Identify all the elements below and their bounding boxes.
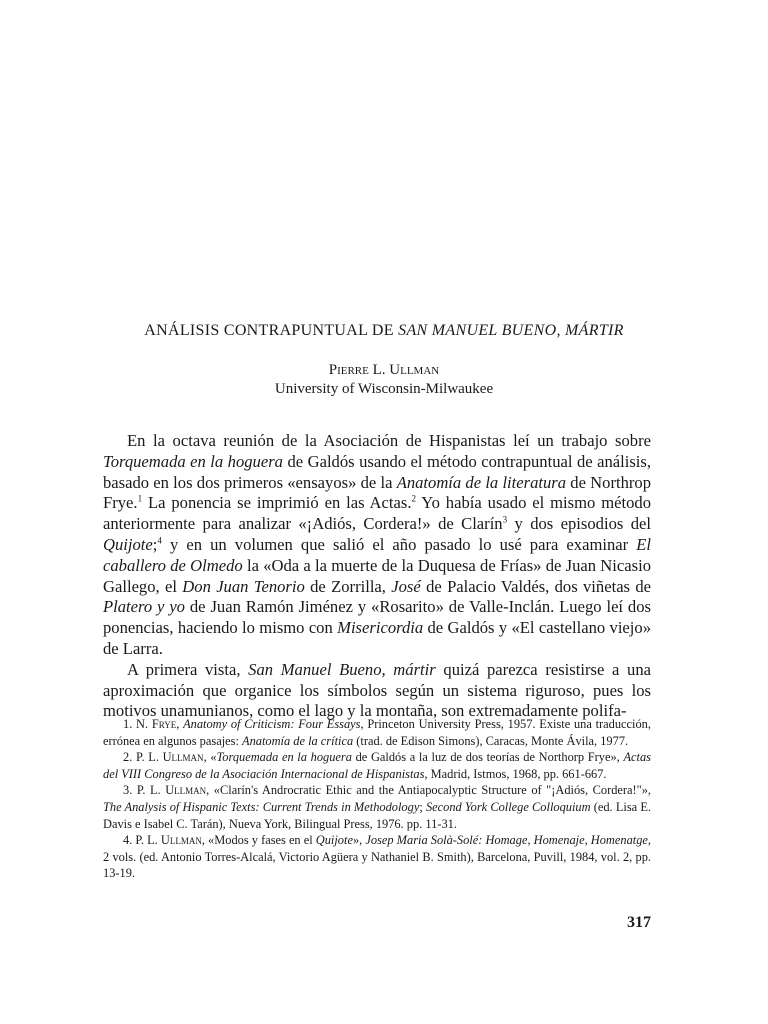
italic-text: Torquemada en la hoguera — [216, 750, 352, 765]
text-run: A primera vista, — [127, 659, 249, 679]
italic-text: Actas del VIII Congreso de la Asociación Internacional de Hispanistas — [103, 750, 651, 781]
text-run: 4. P. L. — [123, 833, 161, 848]
italic-text: Anatomía de la crítica — [242, 733, 354, 748]
text-run: , Madrid, Istmos, 1968, pp. 661-667. — [424, 766, 607, 781]
body-paragraph-1 — [103, 431, 651, 660]
text-run: de Juan Ramón Jiménez y «Rosarito» de Valle-Inclán. Luego leí dos ponencias, haciendo lo mismo con — [103, 597, 651, 638]
text-run: de Palacio Valdés, dos viñetas de — [420, 576, 651, 596]
text-run: 1. N. — [123, 717, 152, 731]
italic-text: Misericordia — [337, 618, 424, 638]
italic-text: El caballero de Olmedo — [103, 534, 651, 575]
footnote-ref: 3 — [502, 514, 508, 525]
text-run: , «Modos y fases en el — [201, 833, 316, 848]
text-run: de Zorrilla, — [304, 576, 392, 596]
small-caps-text: Ullman — [165, 783, 207, 798]
italic-text: Platero y yo — [103, 597, 185, 617]
article-title-work: SAN MANUEL BUENO, MÁRTIR — [398, 322, 624, 339]
italic-text: Anatomy of Criticism: Four Essays — [183, 717, 361, 731]
italic-text: Josep Maria Solà-Solé: Homage, Homenaje, Homenatge — [365, 833, 648, 848]
text-run: 2. P. L. — [123, 750, 163, 765]
italic-text: San Manuel Bueno, mártir — [248, 659, 436, 679]
text-run: (ed. Lisa E. Davis e Isabel C. Tarán), Nueva York, Bilingual Press, 1976. pp. 11-31. — [103, 799, 651, 831]
text-run: », — [352, 833, 366, 848]
small-caps-text: Ullman — [162, 750, 204, 765]
article-body — [103, 431, 651, 722]
author-affiliation: University of Wisconsin-Milwaukee — [274, 381, 494, 397]
small-caps-text: Frye — [151, 717, 177, 731]
text-run: Yo había usado el mismo método anteriormente para analizar «¡Adiós, Cordera!» de Clarín — [103, 493, 651, 534]
footnote-2 — [103, 749, 651, 782]
text-run: de Galdós y «El castellano viejo» de Larra. — [103, 618, 651, 658]
italic-text: José — [391, 576, 421, 596]
italic-text: Don Juan Tenorio — [182, 576, 305, 596]
text-run: (trad. de Edison Simons), Caracas, Monte Ávila, 1977. — [353, 733, 629, 748]
text-run: de Northrop Frye. — [103, 472, 651, 513]
page-number: 317 — [627, 914, 651, 931]
text-run: , «Clarín's Androcratic Ethic and the Antiapocalyptic Structure of "¡Adiós, Cordera!"», — [206, 783, 651, 798]
text-run: la «Oda a la muerte de la Duquesa de Frías» de Juan Nicasio Gallego, el — [103, 555, 651, 596]
text-run: , 2 vols. (ed. Antonio Torres-Alcalá, Victorio Agüera y Nathaniel B. Smith), Barcelona, Puvill, 1984, vol. 2, pp. 13-19. — [103, 833, 652, 881]
footnote-3 — [103, 782, 651, 832]
article-title — [0, 322, 768, 340]
text-run: , — [176, 717, 184, 731]
text-run: y dos episodios del — [507, 514, 652, 534]
body-paragraph-2 — [103, 660, 651, 722]
italic-text: Anatomía de la literatura — [396, 472, 567, 492]
italic-text: Quijote — [103, 534, 153, 554]
text-run: y en un volumen que salió el año pasado lo usé para examinar — [161, 534, 637, 554]
article-title-text: ANÁLISIS CONTRAPUNTUAL DE — [144, 322, 394, 339]
text-run: En la octava reunión de la Asociación de Hispanistas leí un trabajo sobre — [127, 431, 651, 450]
text-run: , « — [203, 750, 217, 765]
author-block — [0, 361, 768, 399]
italic-text: Second York College Colloquium — [425, 799, 591, 814]
text-run: ; — [419, 799, 426, 814]
footnotes — [103, 716, 651, 882]
author-name: Pierre L. Ullman — [328, 362, 440, 378]
small-caps-text: Ullman — [160, 833, 202, 848]
footnote-4 — [103, 832, 651, 882]
italic-text: Torquemada en la hoguera — [103, 451, 283, 471]
footnote-1 — [103, 716, 651, 749]
italic-text: The Analysis of Hispanic Texts: Current Trends in Methodology — [103, 799, 420, 814]
text-run: quizá parezca resistirse a una aproximación que organice los símbolos según un sistema riguroso, pues los motivos unamunianos, como el lago y la montaña, son extremadamente polifa- — [103, 659, 651, 721]
text-run: La ponencia se imprimió en las Actas. — [142, 493, 412, 513]
footnote-ref: 4 — [157, 535, 162, 546]
text-run: 3. P. L. — [123, 783, 166, 798]
text-run: , Princeton University Press, 1957. Existe una traducción, errónea en algunos pasajes: — [103, 717, 651, 748]
text-run: de Galdós a la luz de dos teorías de Northorp Frye», — [351, 750, 624, 765]
italic-text: Quijote — [315, 833, 353, 848]
text-run: de Galdós usando el método contrapuntual de análisis, basado en los dos primeros «ensayos» de la — [103, 451, 652, 492]
text-run: ; — [152, 534, 158, 554]
footnote-ref: 1 — [137, 493, 143, 504]
footnote-ref: 2 — [411, 493, 416, 504]
